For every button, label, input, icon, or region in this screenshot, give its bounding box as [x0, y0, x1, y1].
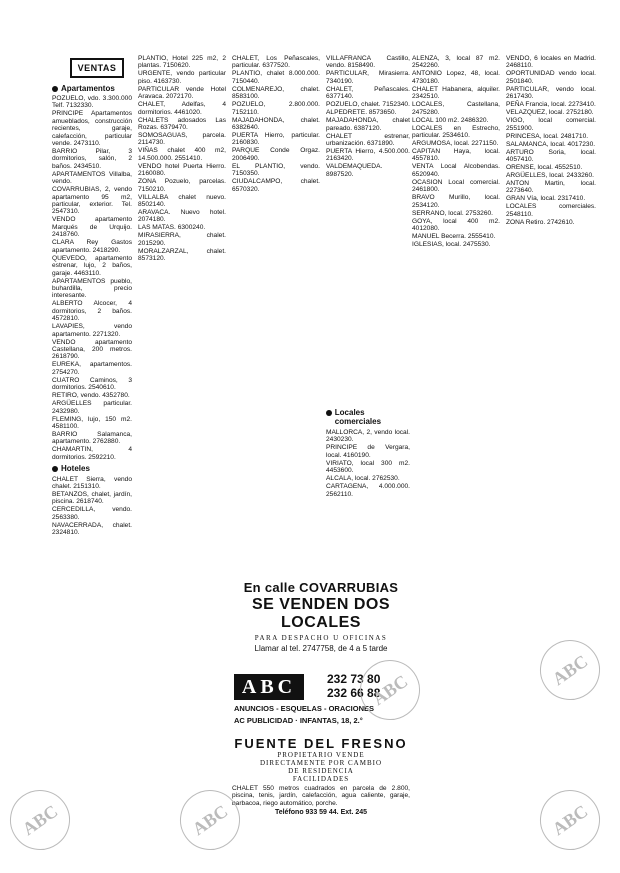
fuente-line: FACILIDADES	[292, 775, 350, 783]
classified-ad: VENTA Local Alcobendas. 6520940.	[412, 163, 500, 178]
classified-ad: CUATRO Caminos, 3 dormitorios. 2540610.	[52, 376, 132, 392]
classified-ad: BETANZOS, chalet, jardín, piscina. 2618740.	[52, 491, 132, 506]
classified-ad: PEÑA Francia, local. 2273410.	[506, 101, 596, 109]
locales-label: Locales comerciales	[334, 408, 382, 426]
classified-ad: SOMOSAGUAS, parcela. 2114730.	[138, 132, 226, 147]
classified-ad: ARGUMOSA, local. 2271150.	[412, 140, 499, 148]
hoteles-label: Hoteles	[61, 464, 90, 474]
classified-ad: VENDO apartamento Castellana, 200 metros. 2618790.	[52, 338, 132, 361]
classified-ad: LOCALES comerciales. 2548110.	[506, 203, 596, 218]
classified-ad: ZONA Pozuelo, parcelas. 7150210.	[138, 178, 226, 193]
apartamentos-label: Apartamentos	[61, 84, 115, 93]
fuente-title: FUENTE DEL FRESNO	[234, 736, 408, 751]
hoteles-heading	[52, 465, 132, 472]
covarrubias-headline: En calle COVARRUBIAS	[243, 580, 399, 595]
fuente-body: CHALET 550 metros cuadrados en parcela de 2.800, piscina, tenis, jardín, calefacción, agua caliente, garaje, barbacoa, riego automático, porche.	[232, 785, 410, 807]
classified-ad: ARTURO Soria, local. 4057410.	[506, 148, 596, 164]
classified-ad: MALLORCA, 2, vendo local. 2430230.	[326, 429, 410, 444]
classified-ad: CERCEDILLA, vendo. 2563380.	[52, 506, 132, 521]
abc-phone-1: 232 73 80	[327, 672, 381, 686]
classified-ad: ALPEDRETE. 8573650.	[326, 109, 397, 117]
classified-ad: GRAN Vía, local. 2317410.	[506, 195, 586, 203]
bullet-icon	[326, 410, 332, 416]
classified-ad: CHALET Sierra, vendo chalet. 2151310.	[52, 475, 132, 490]
classified-ad: APARTAMENTOS Villalba, vendo.	[52, 170, 132, 186]
classified-ad: COLMENAREJO, chalet. 8583100.	[232, 85, 320, 101]
fuente-phone: Teléfono 933 59 44. Ext. 245	[274, 809, 368, 817]
classified-ad: CHALET, Adelfas, 4 dormitorios. 4461020.	[138, 101, 226, 116]
classified-ad: CLARA Rey Gastos apartamento. 2418290.	[52, 239, 132, 254]
bullet-icon	[52, 86, 58, 92]
classified-ad: MORALZARZAL, chalet. 8573120.	[138, 247, 226, 263]
classified-ad: BARRIO Salamanca, apartamento. 2762880.	[52, 430, 132, 446]
classified-ad: POZUELO, chalet. 7152340.	[326, 101, 410, 109]
classified-ad: PARQUE Conde Orgaz. 2006490.	[232, 147, 320, 162]
classified-ad: VILLALBA chalet nuevo. 8502140.	[138, 193, 226, 209]
classified-ad: COVARRUBIAS, 2, vendo apartamento 95 m2, particular, exterior. Tel. 2547310.	[52, 186, 132, 216]
apartamentos-heading	[52, 82, 115, 96]
classified-ad: CHALET Habanera, alquiler. 2342510.	[412, 85, 500, 101]
classified-ad: PARTICULAR vende Hotel Aravaca. 2072170.	[138, 85, 226, 101]
classified-ad: URGENTE, vendo particular piso. 4163730.	[138, 70, 226, 85]
covarrubias-title: SE VENDEN DOS LOCALES	[251, 596, 391, 631]
classified-ad: LAVAPIES, vendo apartamento. 2271320.	[52, 323, 132, 338]
classified-ad: RETIRO, vendo. 4352780.	[52, 392, 130, 400]
abc-watermark: ABC	[528, 778, 612, 862]
covarrubias-subtitle: PARA DESPACHO U OFICINAS	[254, 634, 388, 642]
classified-ad: PLANTIO, chalet 8.000.000. 7150440.	[232, 70, 320, 85]
classified-ad: OCASION Local comercial. 2461800.	[412, 178, 500, 194]
classified-ad: ANTON Martin, local. 2273640.	[506, 180, 596, 195]
fuente-fresno-ad	[232, 736, 410, 834]
classified-ad: LOCALES en Estrecho, particular. 2534610.	[412, 124, 500, 140]
classified-ad: VIRIATO, local 300 m2. 4453600.	[326, 459, 410, 475]
classified-ad: VELAZQUEZ, local. 2752180.	[506, 109, 594, 117]
classified-ad: ALCALA, local. 2762530.	[326, 475, 400, 483]
column-3	[232, 55, 320, 575]
classified-ad: OPORTUNIDAD vendo local. 2501840.	[506, 70, 596, 85]
abc-phone-2: 232 66 88	[327, 686, 381, 700]
classified-ad: NAVACERRADA, chalet. 2324810.	[52, 521, 132, 537]
classified-ad: BARRIO Pilar, 3 dormitorios, salón, 2 baños. 2434510.	[52, 148, 132, 170]
classified-ad: SERRANO, local. 2753260.	[412, 209, 493, 217]
classified-ad: VIGO, local comercial. 2551900.	[506, 117, 596, 132]
classified-ad: ANTONIO Lopez, 48, local. 4730180.	[412, 70, 500, 85]
abc-address: AC PUBLICIDAD · INFANTAS, 18, 2.°	[234, 716, 363, 725]
classified-ad: QUEVEDO, apartamento estrenar, lujo, 2 baños, garaje. 4463110.	[52, 254, 132, 277]
classified-ad: SALAMANCA, local. 4017230.	[506, 140, 596, 148]
classified-ad: FLEMING, lujo, 150 m2. 4581100.	[52, 415, 132, 430]
classified-ad: IGLESIAS, local. 2475530.	[412, 241, 491, 249]
classified-ad: VALDEMAQUEDA. 8987520.	[326, 163, 383, 178]
classified-ad: VENDO, 6 locales en Madrid. 2468110.	[506, 55, 596, 70]
column-1	[52, 95, 132, 873]
classified-ad: PARTICULAR, Mirasierra. 7340190.	[326, 70, 410, 85]
classified-ad: ALENZA, 3, local 87 m2. 2542260.	[412, 55, 500, 70]
abc-logo: ABC	[234, 674, 304, 700]
abc-watermark: ABC	[528, 628, 612, 712]
classified-ad: LOCAL 100 m2. 2486320.	[412, 116, 489, 124]
classified-ad: CHALET, Los Peñascales, particular. 6377520.	[232, 55, 320, 70]
abc-services: ANUNCIOS - ESQUELAS - ORACIONES	[234, 704, 375, 713]
fuente-line: DIRECTAMENTE POR CAMBIO	[260, 759, 382, 767]
bullet-icon	[52, 466, 58, 472]
fuente-line: DE RESIDENCIA	[288, 767, 354, 775]
classified-ad: PLANTIO, Hotel 225 m2, 2 plantas. 7150620.	[138, 55, 226, 70]
classified-ad: LOCALES, Castellana, 2475280.	[412, 101, 500, 116]
section-title: VENTAS	[70, 58, 124, 78]
classified-ad: PUERTA Hierro, particular. 2160830.	[232, 132, 320, 147]
classified-ad: ALBERTO Alcocer, 4 dormitorios, 2 baños. 4572810.	[52, 300, 132, 323]
abc-watermark: ABC	[348, 648, 432, 732]
classified-ad: MANUEL Becerra. 2555410.	[412, 233, 496, 241]
classified-ad: POZUELO, vdo. 3.300.000 Telf. 7132330.	[52, 95, 132, 110]
classified-ad: EL PLANTIO, vendo. 7150350.	[232, 162, 320, 178]
covarrubias-ad	[232, 580, 410, 653]
classified-ad: ORENSE, local. 4552510.	[506, 164, 583, 172]
classified-ad: CIUDALCAMPO, chalet. 6570320.	[232, 178, 320, 193]
classified-ad: PRINCESA, local. 2481710.	[506, 132, 589, 140]
classified-ad: VENDO hotel Puerta Hierro. 2160080.	[138, 162, 226, 178]
column-5	[412, 55, 500, 833]
classified-ad: VENDO apartamento Marqués de Urquijo. 2418760.	[52, 216, 132, 239]
classified-ad: ZONA Retiro. 2742610.	[506, 218, 575, 226]
classified-ad: PARTICULAR, vendo local. 2617430.	[506, 85, 596, 101]
classified-ad: CHAMARTIN, 4 dormitorios. 2592210.	[52, 446, 132, 461]
classified-ad: BRAVO Murillo, local. 2534120.	[412, 194, 500, 209]
abc-watermark: ABC	[0, 778, 82, 862]
classified-ad: CHALET estrenar, urbanización. 6371890.	[326, 132, 410, 148]
locales-heading	[326, 408, 410, 499]
classified-ad: MAJADAHONDA, chalet pareado. 6387120.	[326, 117, 410, 132]
fuente-line: PROPIETARIO VENDE	[277, 751, 365, 759]
column-2	[138, 55, 226, 833]
classified-ad: CARTAGENA, 4.000.000. 2562110.	[326, 483, 410, 498]
classified-ad: EUREKA, apartamentos. 2754270.	[52, 361, 132, 376]
classified-ad: PRINCIPE Apartamentos amueblados, construcción recientes, garaje, calefacción, particular vende. 2473110.	[52, 110, 132, 148]
classified-ad: CAPITAN Haya, local. 4557810.	[412, 148, 500, 163]
classified-ad: CHALETS adosados Las Rozas. 6379470.	[138, 116, 226, 132]
classified-ad: PUERTA Hierro, 4.500.000. 2163420.	[326, 148, 410, 163]
classified-ad: ARGÜELLES particular. 2432980.	[52, 400, 132, 415]
abc-watermark: ABC	[168, 778, 252, 862]
column-6	[506, 55, 596, 833]
classified-ad: VILLAFRANCA Castillo, vendo. 8158490.	[326, 55, 410, 70]
covarrubias-contact: Llamar al tel. 2747758, de 4 a 5 tarde	[254, 644, 388, 653]
classified-ad: MIRASIERRA, chalet. 2015290.	[138, 232, 226, 247]
classified-ad: APARTAMENTOS pueblo, buhardilla, precio interesante.	[52, 277, 132, 300]
classified-ad: ARGÜELLES, local. 2433260.	[506, 172, 594, 180]
classified-ad: GOYA, local 400 m2. 4012080.	[412, 217, 500, 233]
classified-ad: CHALET, Peñascales. 6377140.	[326, 85, 410, 101]
classified-ad: PRINCIPE de Vergara, local. 4160190.	[326, 444, 410, 459]
classified-ad: ARAVACA. Nuevo hotel. 2074180.	[138, 209, 226, 224]
classified-ad: VIÑAS chalet 400 m2, 14.500.000. 2551410.	[138, 147, 226, 162]
classified-ad: LAS MATAS. 6300240.	[138, 224, 206, 232]
classified-ad: POZUELO, 2.800.000. 7152110.	[232, 101, 320, 116]
classified-ad: MAJADAHONDA, chalet. 6382640.	[232, 116, 320, 132]
